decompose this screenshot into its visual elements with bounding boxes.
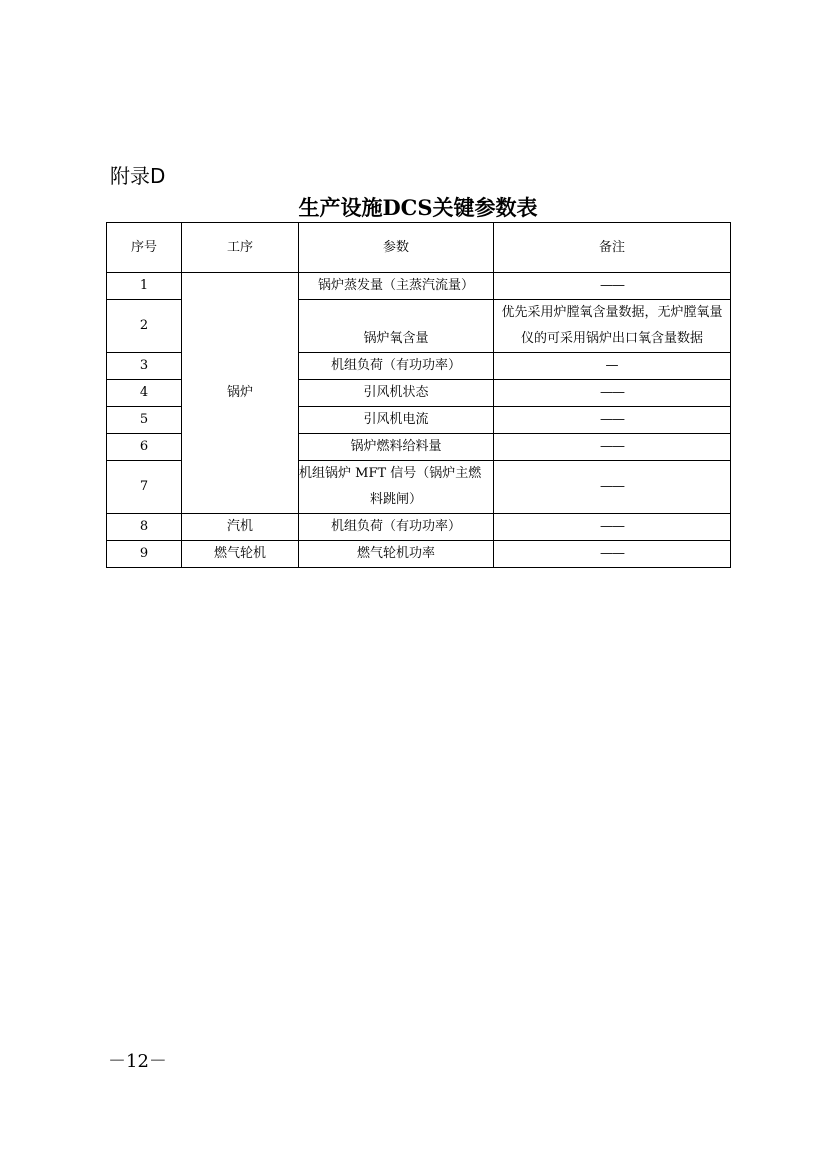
page-number: －12－ (108, 1051, 167, 1072)
row-no: 3 (107, 353, 182, 380)
row-no: 1 (107, 273, 182, 300)
row-no: 5 (107, 407, 182, 434)
row-note: —— (494, 380, 731, 407)
row-no: 7 (107, 461, 182, 514)
row-param (299, 461, 494, 514)
row-note: —— (494, 541, 731, 568)
row-no: 9 (107, 541, 182, 568)
row-param: 锅炉蒸发量（主蒸汽流量） (299, 273, 494, 300)
dcs-parameter-table (106, 222, 731, 568)
row-no: 8 (107, 514, 182, 541)
row-param: 锅炉燃料给料量 (299, 434, 494, 461)
row-note (494, 300, 731, 353)
note-line: 仪的可采用锅炉出口氧含量数据 (520, 331, 703, 346)
row-no: 2 (107, 300, 182, 353)
row-param: 燃气轮机功率 (299, 541, 494, 568)
param-line: 料跳闸） (369, 492, 422, 507)
appendix-label: 附录D (110, 164, 166, 188)
table-header-row (107, 223, 731, 273)
row-note: —— (494, 461, 731, 514)
row-note: —— (494, 434, 731, 461)
row-param: 引风机状态 (299, 380, 494, 407)
row-no: 4 (107, 380, 182, 407)
row-param: 锅炉氧含量 (299, 300, 494, 353)
row-param: 机组负荷（有功功率） (299, 353, 494, 380)
row-param: 引风机电流 (299, 407, 494, 434)
process-turbine: 汽机 (182, 514, 299, 541)
table-row (107, 541, 731, 568)
header-no: 序号 (107, 223, 182, 273)
table-row (107, 514, 731, 541)
process-gas-turbine: 燃气轮机 (182, 541, 299, 568)
row-note: — (494, 353, 731, 380)
row-note: —— (494, 514, 731, 541)
header-note: 备注 (494, 223, 731, 273)
row-note: —— (494, 273, 731, 300)
table-title: 生产设施DCS关键参数表 (298, 195, 538, 220)
row-note: —— (494, 407, 731, 434)
row-param: 机组负荷（有功功率） (299, 514, 494, 541)
note-line: 优先采用炉膛氧含量数据，无炉膛氧量 (501, 305, 723, 320)
table-row (107, 273, 731, 300)
header-process: 工序 (182, 223, 299, 273)
param-line: 机组锅炉 MFT 信号（锅炉主燃 (299, 466, 482, 481)
header-parameter: 参数 (299, 223, 494, 273)
row-no: 6 (107, 434, 182, 461)
process-boiler: 锅炉 (182, 273, 299, 514)
